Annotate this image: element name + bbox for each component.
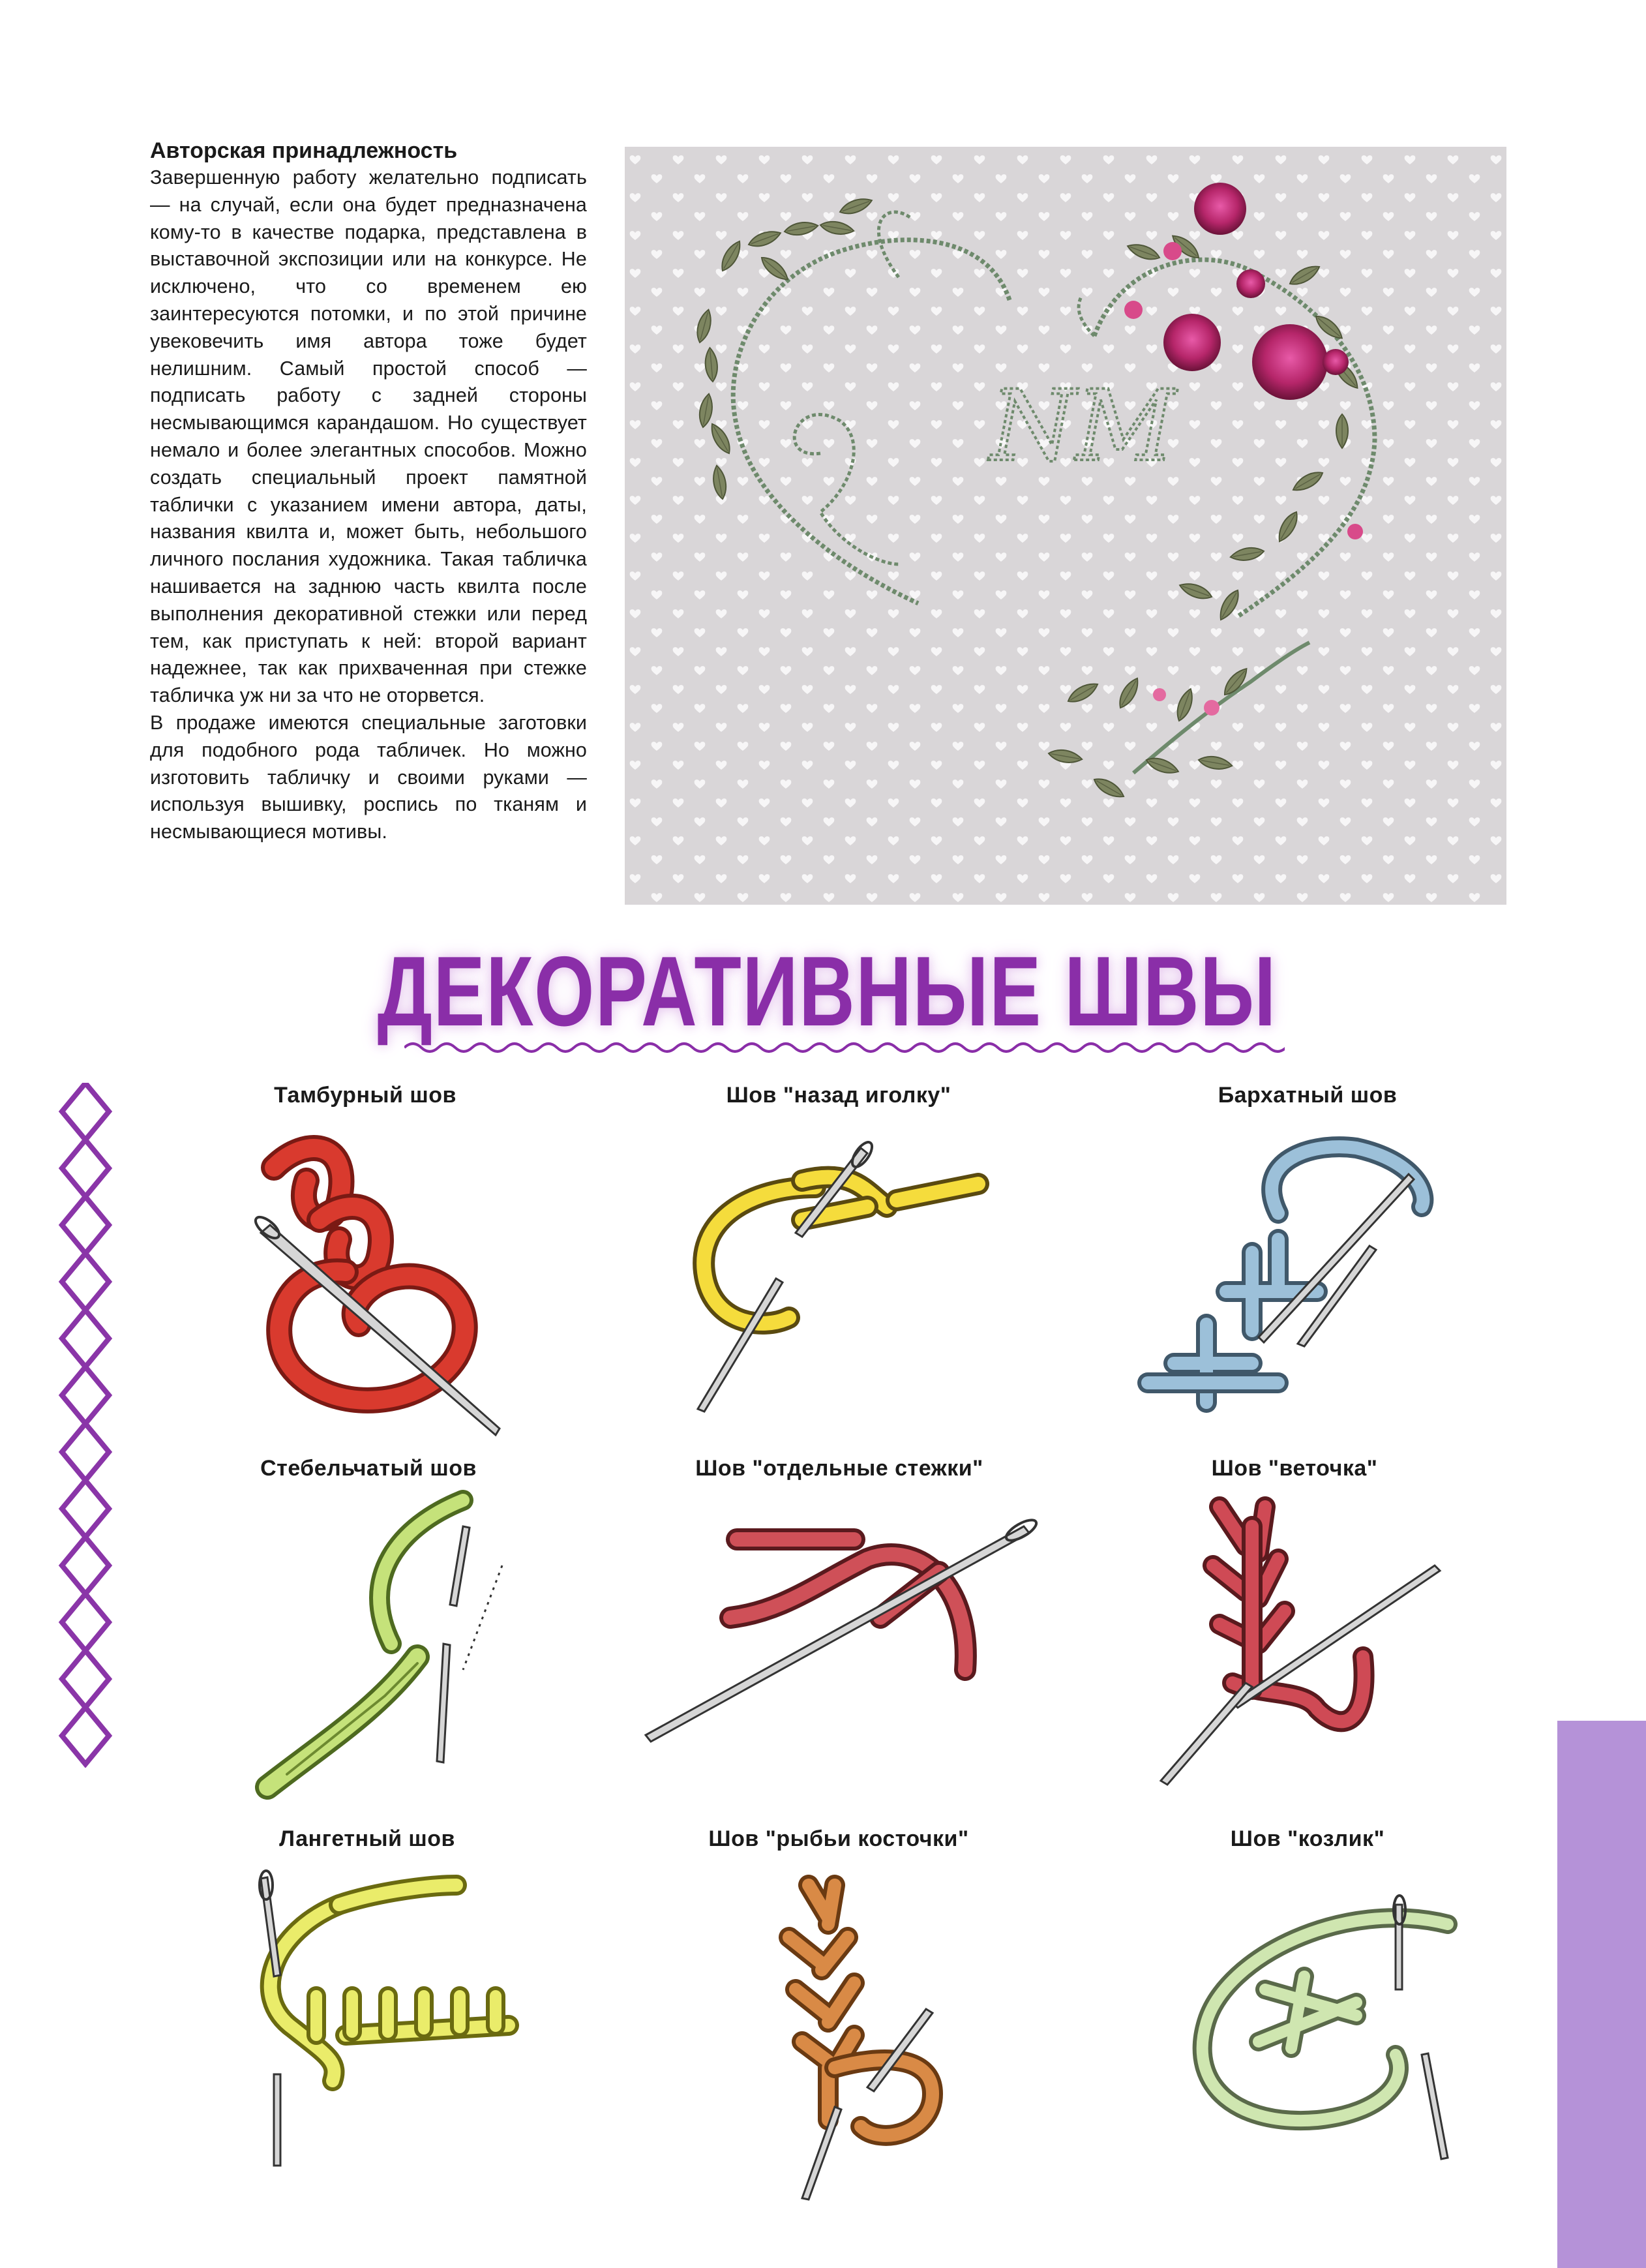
backstitch-illustration [672, 1122, 1037, 1435]
blanket-stitch-illustration [235, 1866, 600, 2166]
branch-stitch-illustration [1148, 1487, 1474, 1800]
herringbone-stitch-illustration [1148, 1859, 1487, 2172]
diamond-shape [62, 1651, 109, 1708]
stitch-label-fishbone: Шов "рыбьи косточки" [708, 1826, 969, 1851]
velvet-stitch-illustration [1122, 1122, 1487, 1422]
article-paragraph: Завершенную работу желательно подписать — на случай, если она будет предназначена кому-то в качестве подарка, представлена в выставочной экспозиции или на конкурсе. Не исключено, что со временем ею заинтересуются потомки, и по этой причине увековечить имя автора тоже будет нелишним. Самый простой способ — подписать работу с задней стороны несмывающимся карандашом. Но существует немало и более элегантных способов. Можно создать специальный проект памятной таблички с указанием имени автора, даты, названия квилта и, может быть, небольшого личного послания художника. Такая табличка нашивается на заднюю часть квилта после выполнения декоративной стежки или перед тем, как приступать к ней: второй вариант надежнее, так как прихваченная при стежке табличка уж ни за что не оторвется. [150, 166, 587, 707]
stitch-label-backstitch: Шов "назад иголку" [726, 1083, 951, 1108]
diamond-shape [62, 1310, 109, 1367]
diamond-shape [62, 1197, 109, 1254]
monogram: NM [990, 370, 1176, 483]
diamond-shape [62, 1424, 109, 1481]
stem-stitch-illustration [248, 1487, 548, 1826]
diamond-shape [62, 1083, 109, 1140]
stitch-label-herringbone: Шов "козлик" [1230, 1826, 1385, 1851]
diamond-shape [62, 1594, 109, 1651]
tambour-stitch-illustration [248, 1122, 522, 1461]
diamond-shape [62, 1708, 109, 1764]
diamond-shape [62, 1254, 109, 1310]
stitch-label-single: Шов "отдельные стежки" [695, 1456, 983, 1481]
page-tab [1557, 1721, 1646, 2268]
section-heading: ДЕКОРАТИВНЫЕ ШВЫ [377, 936, 1277, 1047]
diamond-shape [62, 1481, 109, 1537]
stitch-label-blanket: Лангетный шов [279, 1826, 455, 1851]
heading-underline [404, 1038, 1285, 1057]
diamond-border [56, 1083, 115, 1768]
diamond-shape [62, 1367, 109, 1424]
embroidery-photo [625, 147, 1506, 905]
article-title: Авторская принадлежность [150, 138, 458, 163]
article [150, 137, 587, 846]
diamond-shape [62, 1537, 109, 1594]
fishbone-stitch-illustration [737, 1859, 985, 2198]
stitch-label-tambour: Тамбурный шов [274, 1083, 456, 1108]
stitch-label-stem: Стебельчатый шов [260, 1456, 477, 1481]
single-stitch-illustration [633, 1487, 1037, 1748]
diamond-shape [62, 1140, 109, 1197]
article-paragraph: В продаже имеются специальные заготовки для подобного рода табличек. Но можно изготовить табличку и своими руками — используя вышивку, роспись по тканям и несмывающиеся мотивы. [150, 711, 587, 843]
stitch-label-branch: Шов "веточка" [1211, 1456, 1378, 1481]
stitch-label-velvet: Бархатный шов [1218, 1083, 1398, 1108]
